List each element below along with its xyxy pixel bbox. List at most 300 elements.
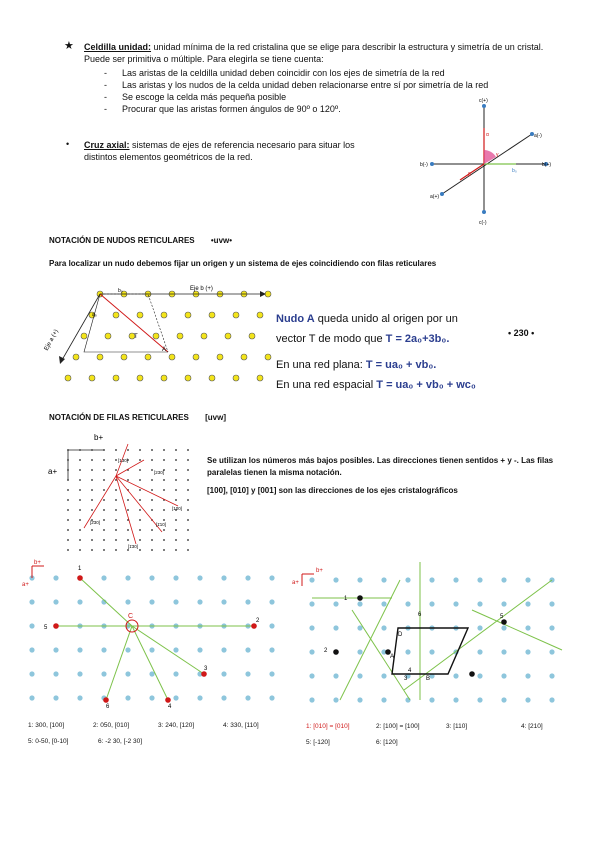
lattice-node (53, 671, 58, 676)
lattice-node (139, 469, 141, 471)
lattice-node (163, 459, 165, 461)
lattice-node (115, 509, 117, 511)
lattice-node (453, 601, 458, 606)
lattice-node (501, 697, 506, 702)
lattice-node (173, 695, 178, 700)
lattice-node (175, 489, 177, 491)
point-label: 4 (168, 704, 172, 710)
lattice-node (67, 529, 69, 531)
lattice-node (139, 529, 141, 531)
dir-label: [2̄30] (90, 520, 101, 525)
lattice-node (187, 449, 189, 451)
legend-text: [010] = [010] (313, 723, 350, 730)
axis-end-left (430, 162, 434, 166)
filas-text (207, 455, 567, 497)
legend-num: 4: (223, 722, 229, 729)
lattice-node (477, 697, 482, 702)
lattice-node (187, 489, 189, 491)
end-node (165, 697, 171, 703)
lattice-node (151, 489, 153, 491)
nudo-a-label: Nudo A (276, 313, 315, 325)
lattice-node (127, 479, 129, 481)
lattice-node (115, 519, 117, 521)
lattice-node (139, 489, 141, 491)
lattice-node (429, 601, 434, 606)
label-b0: b₀ (512, 168, 517, 174)
axis-b-label: b+ (316, 568, 323, 574)
dir-label: [1̄30] (128, 544, 139, 549)
dash-icon: - (104, 92, 107, 102)
lattice-node (163, 479, 165, 481)
lattice-node (245, 575, 250, 580)
lattice-node (151, 539, 153, 541)
lattice-node (175, 549, 177, 551)
lattice-node (269, 695, 274, 700)
lattice-node (137, 312, 143, 318)
lattice-node (257, 312, 263, 318)
lattice-node (525, 673, 530, 678)
legend-num: 2: (376, 723, 382, 730)
lattice-node (221, 671, 226, 676)
lattice-node (101, 671, 106, 676)
label-a: A (390, 654, 395, 660)
bullet-item: Las aristas y los nudos de la celda unidad deben relacionarse entre sí por simetría de la red (122, 80, 489, 90)
vector-formula: T = 2a₀+3b₀. (385, 333, 450, 345)
lattice-node (187, 549, 189, 551)
legend-num: 5: (306, 739, 312, 746)
celdilla-paragraph (84, 41, 554, 65)
lattice-node (265, 354, 271, 360)
legend-num: 4: (521, 723, 527, 730)
label-a-plus: a(+) (430, 194, 440, 200)
lattice-node (175, 459, 177, 461)
lattice-node (127, 509, 129, 511)
label-d: D (398, 632, 403, 638)
lattice-node (477, 577, 482, 582)
bullet-icon: • (66, 139, 70, 149)
lattice-node (139, 459, 141, 461)
vector-path (84, 294, 168, 352)
lattice-node (269, 575, 274, 580)
nudos-lattice (40, 280, 280, 410)
lattice-node (187, 469, 189, 471)
lattice-node (67, 509, 69, 511)
lattice-node (115, 539, 117, 541)
lattice-node (309, 649, 314, 654)
lattice-node (221, 695, 226, 700)
lattice-node (103, 489, 105, 491)
lattice-node (525, 577, 530, 582)
lattice-node (175, 499, 177, 501)
cruz-axial-paragraph (84, 139, 384, 163)
lattice-node (241, 354, 247, 360)
lattice-node (77, 647, 82, 652)
lattice-node (91, 539, 93, 541)
lattice-node (501, 673, 506, 678)
node-2 (333, 649, 339, 655)
lattice-node (245, 671, 250, 676)
space-formula: T = ua₀ + vb₀ + wc₀ (376, 379, 476, 391)
lattice-node (225, 333, 231, 339)
lattice-node (197, 575, 202, 580)
lattice-node (221, 599, 226, 604)
label-a-minus: a(-) (534, 133, 542, 139)
lattice-node (357, 625, 362, 630)
plane-text: En una red plana: (276, 359, 366, 371)
lattice-node (127, 449, 129, 451)
lattice-node (113, 375, 119, 381)
celdilla-definition: unidad mínima de la red cristalina que se elige para describir la estructura y simetría de un cristal. Puede ser primitiva o múltiple. Para elegirla se tiene cuenta: (84, 42, 544, 64)
right-legend (306, 723, 576, 747)
lattice-node (79, 479, 81, 481)
a0-label: a₀ (92, 312, 97, 318)
axial-cross-diagram (420, 100, 570, 230)
axis-a-label: a+ (22, 582, 29, 588)
lattice-node (139, 449, 141, 451)
lattice-node (79, 509, 81, 511)
b0-label: b₀ (118, 288, 123, 294)
lattice-node (187, 499, 189, 501)
star-icon: ★ (64, 40, 74, 52)
lattice-node (477, 625, 482, 630)
lattice-node (151, 509, 153, 511)
lattice-node (125, 599, 130, 604)
axis-b-arrow (260, 291, 266, 297)
lattice-node (245, 695, 250, 700)
lattice-node (357, 601, 362, 606)
a0-vector (460, 164, 484, 180)
lattice-node (103, 549, 105, 551)
legend-num: 1: (306, 723, 312, 730)
lattice-node (185, 312, 191, 318)
lattice-node (67, 539, 69, 541)
lattice-node (501, 601, 506, 606)
lattice-node (79, 519, 81, 521)
lattice-node (103, 499, 105, 501)
lattice-node (149, 695, 154, 700)
lattice-node (67, 489, 69, 491)
lattice-node (151, 499, 153, 501)
lattice-node (175, 469, 177, 471)
lattice-node (381, 625, 386, 630)
axis-end-lower-left (440, 192, 444, 196)
vector-text: vector T de modo que (276, 333, 386, 345)
lattice-node (101, 647, 106, 652)
label-4: 4 (408, 668, 412, 674)
lattice-node (381, 577, 386, 582)
lattice-node (91, 499, 93, 501)
filas-heading (49, 412, 226, 424)
lattice-node (77, 671, 82, 676)
axis-b-label: Eje b (+) (190, 286, 213, 292)
point-label: 6 (106, 704, 110, 710)
legend-text: [-120] (313, 739, 330, 746)
direction-arrow (352, 610, 410, 700)
lattice-node (73, 354, 79, 360)
celdilla-term: Celdilla unidad: (84, 42, 152, 52)
legend-text: 300, [100] (35, 722, 65, 729)
legend-text: 330, [110] (230, 722, 259, 729)
lattice-node (187, 509, 189, 511)
nudos-explanation (276, 309, 576, 395)
legend-num: 6: (376, 739, 382, 746)
lattice-node (91, 529, 93, 531)
lattice-node (453, 697, 458, 702)
lattice-node (149, 575, 154, 580)
lattice-node (163, 539, 165, 541)
direction-arrow (132, 626, 168, 700)
space-text: En una red espacial (276, 379, 377, 391)
legend-text: 0-50, [0-10] (35, 738, 69, 745)
lattice-node (115, 489, 117, 491)
lattice-node (81, 333, 87, 339)
lattice-node (125, 647, 130, 652)
lattice-node (525, 697, 530, 702)
point-label: 5 (44, 625, 48, 631)
lattice-node (79, 459, 81, 461)
b-plus-label: b+ (94, 433, 104, 442)
lattice-node (89, 375, 95, 381)
end-node (77, 575, 83, 581)
dir-label: [230] (154, 470, 165, 475)
label-c-minus: c(-) (479, 220, 487, 226)
lattice-node (175, 529, 177, 531)
lattice-node (125, 695, 130, 700)
lattice-node (103, 529, 105, 531)
label-6: 6 (418, 612, 422, 618)
t-label: T (134, 334, 138, 340)
lattice-node (549, 601, 554, 606)
lattice-node (209, 312, 215, 318)
lattice-node (79, 489, 81, 491)
lattice-node (525, 649, 530, 654)
lattice-node (103, 479, 105, 481)
lattice-node (151, 469, 153, 471)
left-legend (28, 722, 288, 746)
lattice-node (309, 601, 314, 606)
lattice-node (79, 549, 81, 551)
left-lattice-diagram (22, 556, 292, 710)
lattice-node (197, 599, 202, 604)
cruz-axial-definition: sistemas de ejes de referencia necesario para situar los distintos elementos geométricos de la red. (84, 140, 355, 162)
bullet-item: Las aristas de la celdilla unidad deben coincidir con los ejes de simetría de la red (122, 68, 445, 78)
lattice-node (185, 375, 191, 381)
lattice-node (217, 354, 223, 360)
lattice-node (149, 599, 154, 604)
lattice-node (91, 549, 93, 551)
lattice-node (163, 529, 165, 531)
lattice-node (121, 354, 127, 360)
direction-arrow (80, 578, 132, 626)
lattice-node (187, 459, 189, 461)
lattice-node (405, 577, 410, 582)
lattice-node (65, 375, 71, 381)
axis-end-bottom (482, 210, 486, 214)
lattice-node (91, 489, 93, 491)
lattice-node (549, 697, 554, 702)
lattice-node (29, 623, 34, 628)
lattice-node (245, 599, 250, 604)
lattice-node (79, 529, 81, 531)
lattice-node (53, 647, 58, 652)
lattice-node (357, 649, 362, 654)
lattice-node (381, 697, 386, 702)
filas-text1: Se utilizan los números más bajos posibles. Las direcciones tienen sentidos + y -. Las filas paralelas tienen la misma notación. (207, 456, 554, 477)
lattice-node (549, 649, 554, 654)
direction-arrow (106, 626, 132, 700)
label-b: B (426, 676, 431, 682)
filas-heading-text: NOTACIÓN DE FILAS RETICULARES (49, 413, 189, 422)
lattice-node (163, 449, 165, 451)
legend-text: [120] (383, 739, 398, 746)
legend-num: 1: (28, 722, 34, 729)
lattice-node (91, 469, 93, 471)
legend-text: 050, [010] (100, 722, 130, 729)
lattice-node (233, 375, 239, 381)
lattice-node (187, 529, 189, 531)
lattice-node (139, 509, 141, 511)
bullet-item: Procurar que las aristas formen ángulos de 90º o 120º. (122, 104, 341, 114)
lattice-node (79, 539, 81, 541)
lattice-node (127, 549, 129, 551)
dir-label: [130] (118, 458, 129, 463)
lattice-node (173, 575, 178, 580)
lattice-node (233, 312, 239, 318)
lattice-node (79, 499, 81, 501)
lattice-node (221, 647, 226, 652)
lattice-node (269, 623, 274, 628)
lattice-node (91, 509, 93, 511)
dir-label: [1̄10] (156, 522, 167, 527)
lattice-node (29, 647, 34, 652)
lattice-node (67, 549, 69, 551)
lattice-node (405, 649, 410, 654)
a-plus-label: a+ (48, 467, 58, 476)
lattice-node (113, 312, 119, 318)
lattice-node (103, 509, 105, 511)
label-3: 3 (404, 676, 408, 682)
lattice-node (269, 647, 274, 652)
lattice-node (115, 469, 117, 471)
lattice-node (103, 539, 105, 541)
lattice-node (53, 599, 58, 604)
lattice-node (173, 599, 178, 604)
label-c-plus: c(+) (479, 98, 488, 104)
lattice-node (357, 697, 362, 702)
end-node (53, 623, 59, 629)
lattice-node (333, 601, 338, 606)
lattice-node (149, 647, 154, 652)
axis-a-line (62, 294, 100, 360)
lattice-node (201, 333, 207, 339)
axis-a-arrow (59, 356, 65, 364)
lattice-node (53, 695, 58, 700)
lattice-node (151, 459, 153, 461)
lattice-node (103, 469, 105, 471)
legend-num: 3: (158, 722, 164, 729)
lattice-node (97, 354, 103, 360)
lattice-node (139, 479, 141, 481)
lattice-node (161, 375, 167, 381)
lattice-node (549, 673, 554, 678)
axis-a-label: a+ (292, 580, 299, 586)
lattice-node (309, 577, 314, 582)
lattice-node (127, 539, 129, 541)
lattice-node (175, 449, 177, 451)
node-5 (501, 619, 507, 625)
end-node (251, 623, 257, 629)
filas-notation: [uvw] (205, 413, 226, 422)
lattice-node (77, 695, 82, 700)
lattice-node (151, 479, 153, 481)
center-label: C (128, 613, 134, 620)
lattice-node (163, 489, 165, 491)
lattice-node (101, 575, 106, 580)
lattice-node (477, 601, 482, 606)
lattice-node (151, 529, 153, 531)
lattice-node (29, 599, 34, 604)
end-node (103, 697, 109, 703)
lattice-node (197, 695, 202, 700)
lattice-node (381, 601, 386, 606)
lattice-node (187, 519, 189, 521)
lattice-node (197, 647, 202, 652)
lattice-node (91, 459, 93, 461)
label-b-minus: b(-) (420, 162, 428, 168)
legend-text: [100] = [100] (383, 723, 420, 730)
node-b (469, 671, 475, 677)
lattice-node (477, 649, 482, 654)
lattice-node (29, 671, 34, 676)
nudos-intro: Para localizar un nudo debemos fijar un origen y un sistema de ejes coincidiendo con filas reticulares (49, 259, 437, 268)
label-2: 2 (324, 648, 328, 654)
lattice-node (525, 601, 530, 606)
dir-label: [100] (172, 506, 183, 511)
node-value: • 230 • (508, 328, 535, 338)
bullet-item: Se escoge la celda más pequeña posible (122, 92, 287, 102)
lattice-node (169, 354, 175, 360)
lattice-node (151, 449, 153, 451)
label-beta: β (468, 172, 471, 178)
lattice-node (163, 519, 165, 521)
dir-130-neg (116, 476, 136, 544)
dash-icon: - (104, 80, 107, 90)
nudos-heading (49, 235, 232, 247)
lattice-node (175, 539, 177, 541)
filas-text2: [100], [010] y [001] son las direcciones de los ejes cristalográficos (207, 486, 458, 495)
lattice-node (309, 625, 314, 630)
axis-b-label: b+ (34, 560, 41, 566)
nudo-a-text: queda unido al origen por un (314, 313, 458, 325)
legend-text: [210] (528, 723, 543, 730)
dash-icon: - (104, 104, 107, 114)
plane-formula: T = ua₀ + vb₀. (365, 359, 437, 371)
lattice-node (333, 673, 338, 678)
lattice-node (193, 354, 199, 360)
lattice-node (67, 499, 69, 501)
label-1: 1 (344, 596, 348, 602)
point-a-label: A (162, 347, 167, 353)
lattice-node (151, 549, 153, 551)
lattice-node (105, 333, 111, 339)
nudos-notation: •uvw• (210, 236, 233, 245)
lattice-node (525, 625, 530, 630)
lattice-node (333, 577, 338, 582)
lattice-node (245, 647, 250, 652)
lattice-node (175, 479, 177, 481)
lattice-node (91, 479, 93, 481)
lattice-node (333, 625, 338, 630)
